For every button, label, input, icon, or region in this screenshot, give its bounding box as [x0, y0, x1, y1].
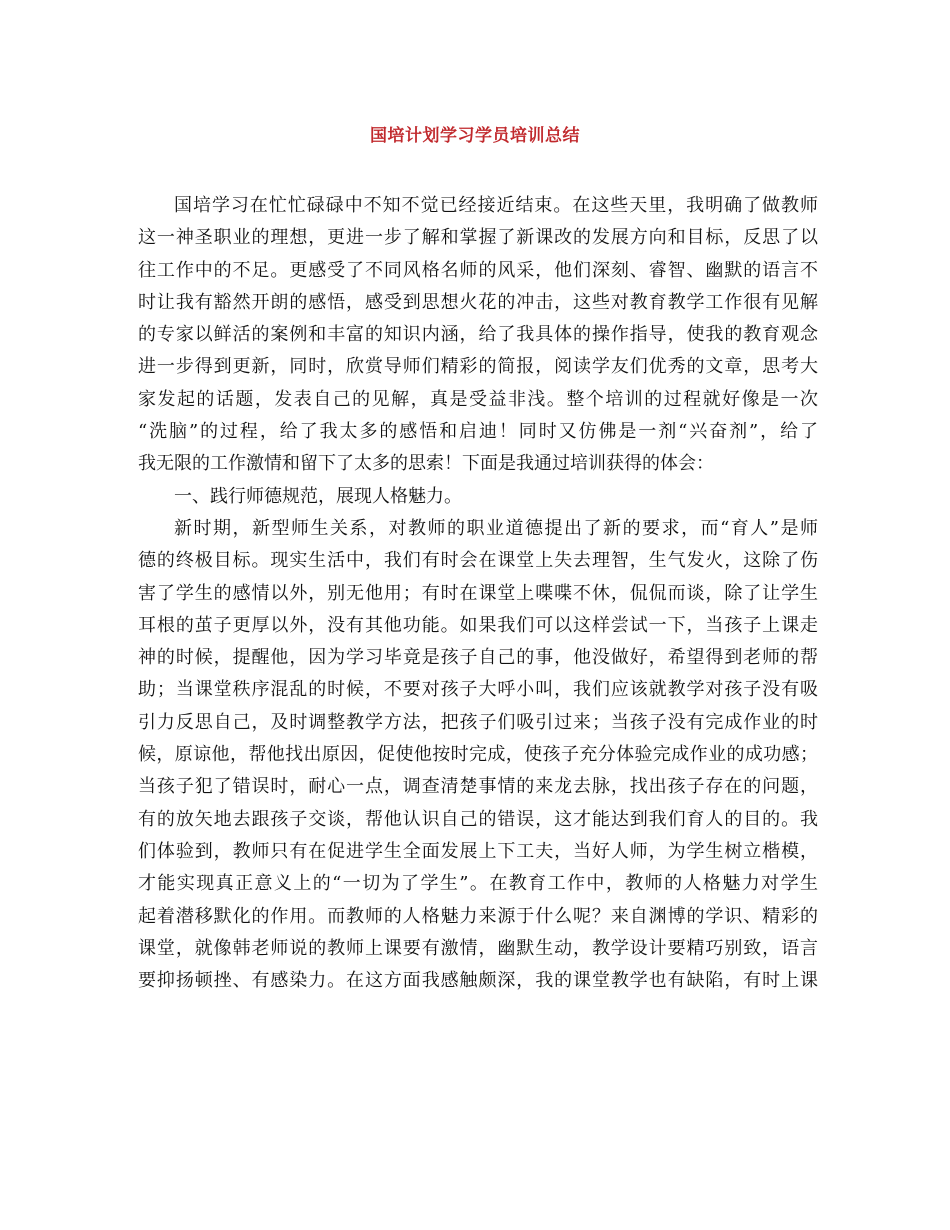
paragraph-line: 我无限的工作激情和留下了太多的思索！下面是我通过培训获得的体会：: [138, 453, 714, 475]
paragraph-line: 进一步得到更新，同时，欣赏导师们精彩的简报，阅读学友们优秀的文章，思考大: [138, 356, 818, 378]
paragraph-line: 家发起的话题，发表自己的见解，真是受益非浅。整个培训的过程就好像是一次: [138, 388, 818, 410]
paragraph-line: 有的放矢地去跟孩子交谈，帮他认识自己的错误，这才能达到我们育人的目的。我: [138, 808, 818, 830]
document-body: [138, 190, 818, 997]
paragraph-line: 要抑扬顿挫、有感染力。在这方面我感触颇深，我的课堂教学也有缺陷，有时上课: [138, 970, 818, 992]
paragraph-line: 神的时候，提醒他，因为学习毕竟是孩子自己的事，他没做好，希望得到老师的帮: [138, 647, 818, 669]
paragraph-line: 耳根的茧子更厚以外，没有其他功能。如果我们可以这样尝试一下，当孩子上课走: [138, 614, 818, 636]
paragraph-line: 时让我有豁然开朗的感悟，感受到思想火花的冲击，这些对教育教学工作很有见解: [138, 291, 818, 313]
paragraph-line: 往工作中的不足。更感受了不同风格名师的风采，他们深刻、睿智、幽默的语言不: [138, 259, 818, 281]
paragraph-line: 新时期，新型师生关系，对教师的职业道德提出了新的要求，而“育人”是师: [174, 517, 818, 539]
paragraph-line: 害了学生的感情以外，别无他用；有时在课堂上喋喋不休，侃侃而谈，除了让学生: [138, 582, 818, 604]
document-title: 国培计划学习学员培训总结: [370, 126, 580, 146]
paragraph-line: 候，原谅他，帮他找出原因，促使他按时完成，使孩子充分体验完成作业的成功感；: [138, 744, 818, 766]
paragraph-line: 才能实现真正意义上的“一切为了学生”。在教育工作中，教师的人格魅力对学生: [138, 873, 818, 895]
paragraph-line: 这一神圣职业的理想，更进一步了解和掌握了新课改的发展方向和目标，反思了以: [138, 227, 818, 249]
section-heading: 一、践行师德规范，展现人格魅力。: [174, 485, 462, 507]
paragraph-line: 引力反思自己，及时调整教学方法，把孩子们吸引过来；当孩子没有完成作业的时: [138, 711, 818, 733]
paragraph-line: “洗脑”的过程，给了我太多的感悟和启迪！同时又仿佛是一剂“兴奋剂”，给了: [138, 421, 818, 443]
paragraph-line: 的专家以鲜活的案例和丰富的知识内涵，给了我具体的操作指导，使我的教育观念: [138, 324, 818, 346]
paragraph-line: 课堂，就像韩老师说的教师上课要有激情，幽默生动，教学设计要精巧别致，语言: [138, 937, 818, 959]
paragraph-line: 助；当课堂秩序混乱的时候，不要对孩子大呼小叫，我们应该就教学对孩子没有吸: [138, 679, 818, 701]
paragraph-line: 德的终极目标。现实生活中，我们有时会在课堂上失去理智，生气发火，这除了伤: [138, 550, 818, 572]
paragraph-line: 们体验到，教师只有在促进学生全面发展上下工夫，当好人师，为学生树立楷模，: [138, 840, 818, 862]
paragraph-line: 国培学习在忙忙碌碌中不知不觉已经接近结束。在这些天里，我明确了做教师: [174, 195, 818, 216]
paragraph-line: 起着潜移默化的作用。而教师的人格魅力来源于什么呢？来自渊博的学识、精彩的: [138, 905, 818, 927]
paragraph-line: 当孩子犯了错误时，耐心一点，调查清楚事情的来龙去脉，找出孩子存在的问题，: [138, 776, 818, 798]
